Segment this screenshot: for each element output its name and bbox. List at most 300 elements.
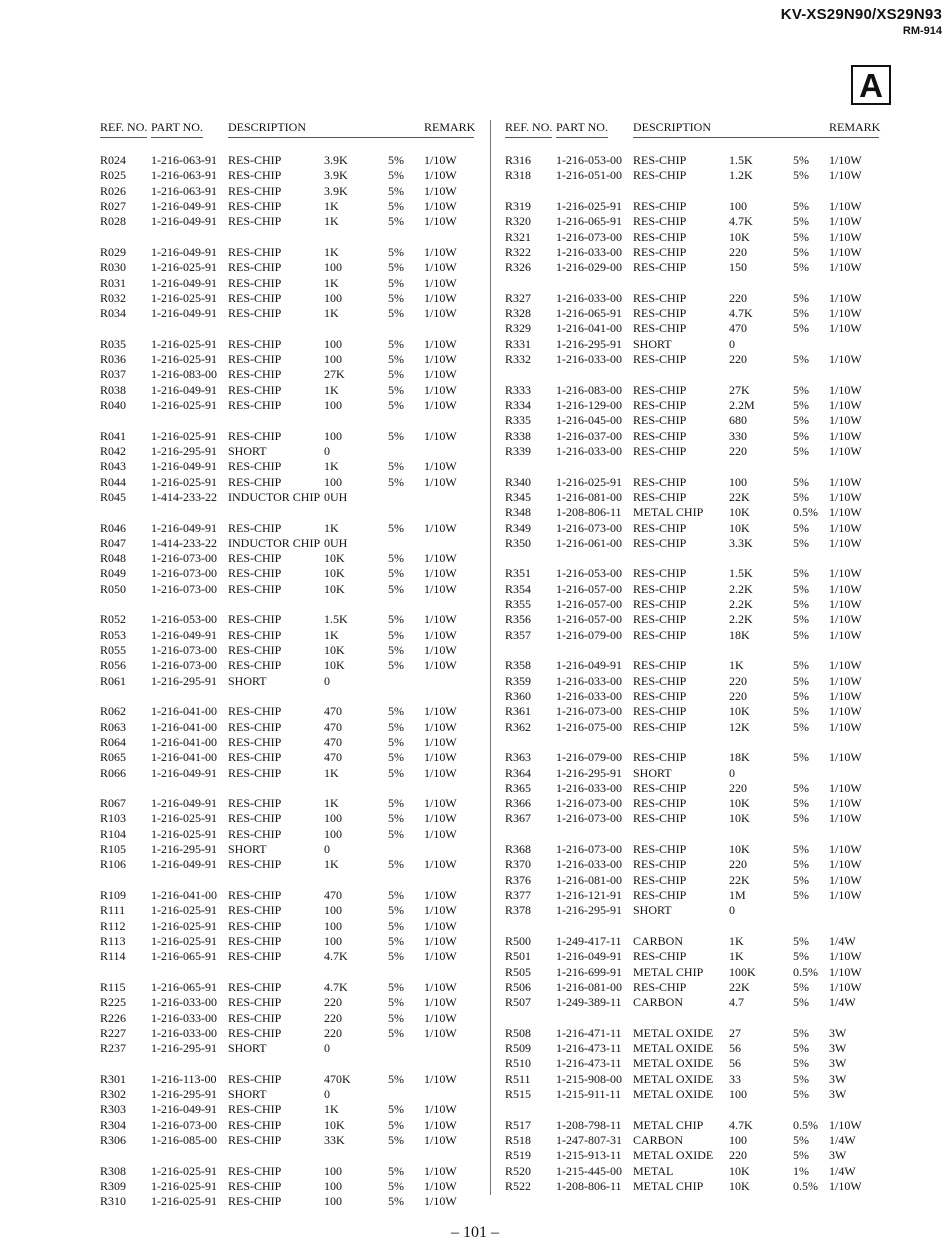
description: RES-CHIP — [228, 1163, 282, 1178]
ref-no: R109 — [100, 888, 127, 902]
remark: 1/10W — [424, 918, 457, 933]
tolerance: 5% — [388, 153, 404, 167]
description: SHORT — [633, 903, 672, 918]
remark: 1/10W — [424, 1133, 457, 1147]
ref-no: R349 — [505, 520, 532, 535]
tolerance: 5% — [793, 244, 809, 259]
remark: 1/10W — [424, 826, 457, 841]
value: 1K — [324, 198, 339, 213]
part-no: 1-216-295-91 — [556, 903, 622, 918]
ref-no: R509 — [505, 1041, 532, 1056]
ref-no: R048 — [100, 551, 127, 566]
tolerance: 5% — [388, 290, 404, 305]
description: RES-CHIP — [633, 535, 687, 550]
description: RES-CHIP — [633, 780, 687, 795]
description: CARBON — [633, 1133, 684, 1147]
description: RES-CHIP — [228, 949, 282, 964]
part-no: 1-216-049-91 — [151, 627, 217, 642]
ref-no: R027 — [100, 198, 127, 213]
tolerance: 5% — [793, 1148, 809, 1163]
value: 2.2K — [729, 581, 753, 596]
ref-no: R037 — [100, 367, 127, 382]
ref-no: R061 — [100, 673, 127, 688]
ref-no: R333 — [505, 382, 532, 397]
part-no: 1-216-073-00 — [556, 704, 622, 719]
remark: 1/10W — [424, 382, 457, 397]
value: 100 — [324, 290, 342, 305]
tolerance: 5% — [793, 658, 809, 673]
remark: 1/10W — [829, 597, 862, 612]
tolerance: 5% — [388, 765, 404, 780]
tolerance: 5% — [388, 1194, 404, 1209]
ref-no: R327 — [505, 290, 532, 305]
part-no: 1-216-045-00 — [556, 413, 622, 428]
tolerance: 5% — [793, 428, 809, 443]
value: 1K — [324, 857, 339, 872]
tolerance: 5% — [388, 581, 404, 596]
part-no: 1-216-049-91 — [151, 459, 217, 474]
ref-no: R024 — [100, 153, 127, 167]
description: RES-CHIP — [228, 704, 282, 719]
remark: 1/10W — [829, 153, 862, 167]
value: 220 — [729, 443, 747, 458]
part-no: 1-216-073-00 — [556, 229, 622, 244]
ref-no: R040 — [100, 398, 127, 412]
ref-no: R038 — [100, 382, 127, 397]
value: 470K — [324, 1071, 351, 1086]
ref-no: R335 — [505, 413, 532, 428]
value: 470 — [324, 719, 342, 734]
tolerance: 5% — [388, 1010, 404, 1025]
ref-no: R519 — [505, 1148, 532, 1163]
tolerance: 5% — [388, 704, 404, 719]
description: RES-CHIP — [228, 734, 282, 749]
ref-no: R511 — [505, 1071, 531, 1086]
ref-no: R032 — [100, 290, 127, 305]
tolerance: 5% — [793, 443, 809, 458]
remark: 1/10W — [829, 489, 862, 504]
value: 470 — [324, 888, 342, 902]
description: INDUCTOR CHIP — [228, 489, 321, 504]
remark: 1/10W — [424, 719, 457, 734]
part-no: 1-216-033-00 — [556, 688, 622, 703]
part-no: 1-216-041-00 — [151, 750, 217, 765]
part-no: 1-216-085-00 — [151, 1133, 217, 1147]
value: 1K — [324, 214, 339, 229]
part-no: 1-216-025-91 — [151, 903, 217, 918]
tolerance: 5% — [388, 398, 404, 412]
ref-no: R365 — [505, 780, 532, 795]
tolerance: 5% — [793, 1041, 809, 1056]
ref-no: R104 — [100, 826, 127, 841]
part-no: 1-216-083-00 — [556, 382, 622, 397]
ref-no: R029 — [100, 244, 127, 259]
description: RES-CHIP — [228, 765, 282, 780]
remark: 1/10W — [829, 888, 862, 902]
description: RES-CHIP — [633, 244, 687, 259]
tolerance: 5% — [388, 933, 404, 948]
value: 22K — [729, 872, 750, 887]
tolerance: 5% — [793, 1071, 809, 1086]
remark: 1/10W — [424, 1194, 457, 1209]
description: RES-CHIP — [633, 888, 687, 902]
tolerance: 5% — [793, 673, 809, 688]
part-no: 1-216-033-00 — [556, 780, 622, 795]
remark: 1/4W — [829, 995, 856, 1010]
description: METAL OXIDE — [633, 1148, 714, 1163]
part-no: 1-215-913-11 — [556, 1148, 622, 1163]
value: 10K — [729, 1163, 750, 1178]
tolerance: 5% — [793, 214, 809, 229]
remark: 1/10W — [424, 643, 457, 657]
tolerance: 5% — [793, 168, 809, 183]
description: RES-CHIP — [228, 352, 282, 367]
description: RES-CHIP — [228, 551, 282, 566]
part-no: 1-216-081-00 — [556, 489, 622, 504]
description: RES-CHIP — [633, 153, 687, 167]
value: 56 — [729, 1056, 741, 1071]
remark: 1/10W — [424, 949, 457, 964]
description: SHORT — [228, 1041, 267, 1056]
tolerance: 5% — [793, 290, 809, 305]
ref-no: R034 — [100, 306, 127, 321]
value: 1K — [324, 520, 339, 535]
tolerance: 0.5% — [793, 1117, 818, 1132]
value: 100 — [324, 811, 342, 826]
remark: 1/10W — [424, 474, 457, 489]
value: 18K — [729, 627, 750, 642]
tolerance: 5% — [388, 1163, 404, 1178]
description: RES-CHIP — [228, 367, 282, 382]
part-no: 1-249-389-11 — [556, 995, 622, 1010]
tolerance: 5% — [388, 198, 404, 213]
ref-no: R049 — [100, 566, 127, 581]
ref-no: R357 — [505, 627, 532, 642]
remark: 1/10W — [829, 796, 862, 811]
tolerance: 5% — [793, 949, 809, 964]
tolerance: 5% — [793, 1025, 809, 1040]
part-no: 1-215-908-00 — [556, 1071, 622, 1086]
value: 100 — [324, 903, 342, 918]
description: RES-CHIP — [633, 704, 687, 719]
part-no: 1-216-295-91 — [556, 336, 622, 351]
part-no: 1-216-025-91 — [151, 918, 217, 933]
description: METAL — [633, 1163, 674, 1178]
value: 0 — [729, 336, 735, 351]
value: 10K — [324, 566, 345, 581]
value: 2.2K — [729, 597, 753, 612]
value: 220 — [324, 1010, 342, 1025]
description: RES-CHIP — [228, 1117, 282, 1132]
value: 27 — [729, 1025, 741, 1040]
value: 10K — [324, 1117, 345, 1132]
description: RES-CHIP — [228, 811, 282, 826]
part-no: 1-216-049-91 — [151, 796, 217, 811]
description: RES-CHIP — [228, 995, 282, 1010]
value: 1M — [729, 888, 746, 902]
ref-no: R376 — [505, 872, 532, 887]
part-no: 1-216-295-91 — [151, 673, 217, 688]
description: RES-CHIP — [228, 750, 282, 765]
ref-no: R364 — [505, 765, 532, 780]
part-no: 1-216-025-91 — [556, 474, 622, 489]
value: 0UH — [324, 535, 348, 550]
part-no: 1-216-025-91 — [151, 826, 217, 841]
tolerance: 5% — [388, 643, 404, 657]
ref-no: R321 — [505, 229, 532, 244]
remark: 1/10W — [424, 459, 457, 474]
part-no: 1-216-049-91 — [151, 382, 217, 397]
ref-no: R103 — [100, 811, 127, 826]
remark: 1/10W — [424, 612, 457, 627]
description: SHORT — [228, 1087, 267, 1102]
value: 100 — [324, 336, 342, 351]
tolerance: 5% — [388, 949, 404, 964]
description: METAL CHIP — [633, 1117, 704, 1132]
ref-no: R050 — [100, 581, 127, 596]
ref-no: R367 — [505, 811, 532, 826]
ref-no: R510 — [505, 1056, 532, 1071]
description: RES-CHIP — [228, 198, 282, 213]
ref-no: R306 — [100, 1133, 127, 1147]
value: 220 — [324, 995, 342, 1010]
remark: 1/10W — [424, 581, 457, 596]
value: 470 — [324, 750, 342, 765]
ref-no: R358 — [505, 658, 532, 673]
part-no: 1-216-083-00 — [151, 367, 217, 382]
tolerance: 5% — [388, 336, 404, 351]
part-no: 1-216-025-91 — [151, 474, 217, 489]
description: RES-CHIP — [633, 673, 687, 688]
ref-no: R114 — [100, 949, 126, 964]
part-no: 1-216-081-00 — [556, 979, 622, 994]
value: 1K — [324, 459, 339, 474]
value: 10K — [729, 811, 750, 826]
tolerance: 5% — [793, 153, 809, 167]
part-no: 1-216-033-00 — [556, 443, 622, 458]
remark: 1/10W — [424, 1071, 457, 1086]
value: 10K — [729, 1178, 750, 1193]
part-no: 1-215-445-00 — [556, 1163, 622, 1178]
tolerance: 5% — [793, 306, 809, 321]
description: RES-CHIP — [228, 581, 282, 596]
ref-no: R319 — [505, 198, 532, 213]
part-no: 1-216-057-00 — [556, 597, 622, 612]
tolerance: 5% — [388, 750, 404, 765]
header-remark: REMARK — [424, 120, 474, 138]
value: 100 — [729, 1087, 747, 1102]
tolerance: 5% — [793, 1087, 809, 1102]
ref-no: R517 — [505, 1117, 532, 1132]
header-description: DESCRIPTION — [228, 120, 428, 138]
value: 0 — [324, 673, 330, 688]
remark: 1/10W — [829, 750, 862, 765]
value: 1K — [324, 765, 339, 780]
value: 1.2K — [729, 168, 753, 183]
value: 4.7K — [324, 979, 348, 994]
description: RES-CHIP — [633, 290, 687, 305]
description: RES-CHIP — [633, 979, 687, 994]
remark: 1/10W — [829, 673, 862, 688]
ref-no: R329 — [505, 321, 532, 336]
description: METAL CHIP — [633, 1178, 704, 1193]
ref-no: R515 — [505, 1087, 532, 1102]
header-part-no: PART NO. — [556, 120, 608, 138]
value: 1K — [324, 244, 339, 259]
part-no: 1-249-417-11 — [556, 933, 622, 948]
description: RES-CHIP — [633, 658, 687, 673]
description: RES-CHIP — [228, 566, 282, 581]
tolerance: 5% — [388, 857, 404, 872]
value: 1K — [729, 949, 744, 964]
tolerance: 5% — [793, 352, 809, 367]
remark: 3W — [829, 1148, 847, 1163]
value: 470 — [324, 704, 342, 719]
value: 4.7 — [729, 995, 744, 1010]
remark: 1/10W — [424, 995, 457, 1010]
value: 1.5K — [729, 153, 753, 167]
part-no: 1-215-911-11 — [556, 1087, 622, 1102]
part-no: 1-216-025-91 — [151, 352, 217, 367]
value: 4.7K — [324, 949, 348, 964]
part-no: 1-414-233-22 — [151, 489, 217, 504]
ref-no: R508 — [505, 1025, 532, 1040]
tolerance: 5% — [793, 780, 809, 795]
model-number: KV-XS29N90/XS29N93 — [780, 6, 942, 23]
tolerance: 5% — [388, 734, 404, 749]
part-no: 1-216-073-00 — [151, 658, 217, 673]
description: RES-CHIP — [228, 428, 282, 443]
part-no: 1-216-295-91 — [151, 1087, 217, 1102]
description: RES-CHIP — [633, 719, 687, 734]
description: RES-CHIP — [633, 382, 687, 397]
part-no: 1-216-033-00 — [556, 673, 622, 688]
tolerance: 5% — [793, 413, 809, 428]
remark: 1/10W — [829, 260, 862, 275]
part-no: 1-216-295-91 — [151, 443, 217, 458]
remark: 1/10W — [829, 520, 862, 535]
ref-no: R111 — [100, 903, 126, 918]
ref-no: R507 — [505, 995, 532, 1010]
ref-no: R366 — [505, 796, 532, 811]
ref-no: R518 — [505, 1133, 532, 1147]
tolerance: 5% — [388, 918, 404, 933]
part-no: 1-216-079-00 — [556, 627, 622, 642]
remark: 1/10W — [424, 198, 457, 213]
description: SHORT — [633, 336, 672, 351]
tolerance: 5% — [388, 995, 404, 1010]
description: RES-CHIP — [633, 428, 687, 443]
value: 1K — [729, 933, 744, 948]
ref-no: R310 — [100, 1194, 127, 1209]
value: 220 — [729, 352, 747, 367]
value: 150 — [729, 260, 747, 275]
tolerance: 5% — [388, 888, 404, 902]
remark: 1/10W — [424, 290, 457, 305]
description: RES-CHIP — [228, 888, 282, 902]
remark: 1/10W — [424, 367, 457, 382]
part-no: 1-216-081-00 — [556, 872, 622, 887]
column-divider — [490, 120, 491, 1195]
value: 0UH — [324, 489, 348, 504]
remark: 1/10W — [829, 964, 862, 979]
value: 4.7K — [729, 306, 753, 321]
description: RES-CHIP — [228, 1102, 282, 1117]
remark: 1/10W — [424, 520, 457, 535]
part-no: 1-216-049-91 — [151, 306, 217, 321]
tolerance: 5% — [388, 811, 404, 826]
remark: 1/10W — [424, 1178, 457, 1193]
ref-no: R031 — [100, 275, 127, 290]
description: RES-CHIP — [228, 1194, 282, 1209]
ref-no: R350 — [505, 535, 532, 550]
tolerance: 5% — [388, 459, 404, 474]
tolerance: 5% — [793, 535, 809, 550]
part-no: 1-216-033-00 — [151, 995, 217, 1010]
tolerance: 5% — [793, 704, 809, 719]
description: RES-CHIP — [633, 306, 687, 321]
remark: 3W — [829, 1041, 847, 1056]
part-no: 1-216-033-00 — [151, 1025, 217, 1040]
part-no: 1-216-073-00 — [556, 842, 622, 857]
remark: 1/10W — [829, 413, 862, 428]
tolerance: 5% — [388, 520, 404, 535]
part-no: 1-216-073-00 — [556, 811, 622, 826]
part-no: 1-414-233-22 — [151, 535, 217, 550]
section-letter-box: A — [851, 65, 891, 105]
tolerance: 5% — [388, 826, 404, 841]
description: RES-CHIP — [633, 811, 687, 826]
ref-no: R348 — [505, 505, 532, 520]
part-no: 1-216-073-00 — [151, 581, 217, 596]
description: SHORT — [633, 765, 672, 780]
tolerance: 5% — [388, 474, 404, 489]
description: RES-CHIP — [633, 796, 687, 811]
value: 100 — [324, 474, 342, 489]
value: 1K — [324, 382, 339, 397]
ref-no: R113 — [100, 933, 126, 948]
tolerance: 5% — [793, 979, 809, 994]
remark: 1/10W — [424, 933, 457, 948]
ref-no: R359 — [505, 673, 532, 688]
remark: 1/4W — [829, 1133, 856, 1147]
description: CARBON — [633, 933, 684, 948]
ref-no: R351 — [505, 566, 532, 581]
tolerance: 5% — [388, 382, 404, 397]
ref-no: R360 — [505, 688, 532, 703]
part-no: 1-216-057-00 — [556, 612, 622, 627]
description: RES-CHIP — [228, 275, 282, 290]
part-no: 1-216-075-00 — [556, 719, 622, 734]
tolerance: 5% — [793, 811, 809, 826]
part-no: 1-216-025-91 — [151, 1163, 217, 1178]
description: RES-CHIP — [633, 489, 687, 504]
value: 3.9K — [324, 183, 348, 198]
tolerance: 5% — [793, 398, 809, 412]
description: RES-CHIP — [228, 719, 282, 734]
remote-model: RM-914 — [902, 25, 942, 37]
description: RES-CHIP — [228, 168, 282, 183]
value: 470 — [729, 321, 747, 336]
part-no: 1-216-025-91 — [151, 398, 217, 412]
description: RES-CHIP — [633, 352, 687, 367]
remark: 1/10W — [829, 872, 862, 887]
description: RES-CHIP — [228, 459, 282, 474]
ref-no: R042 — [100, 443, 127, 458]
remark: 1/10W — [829, 382, 862, 397]
part-no: 1-208-806-11 — [556, 505, 622, 520]
tolerance: 5% — [793, 229, 809, 244]
